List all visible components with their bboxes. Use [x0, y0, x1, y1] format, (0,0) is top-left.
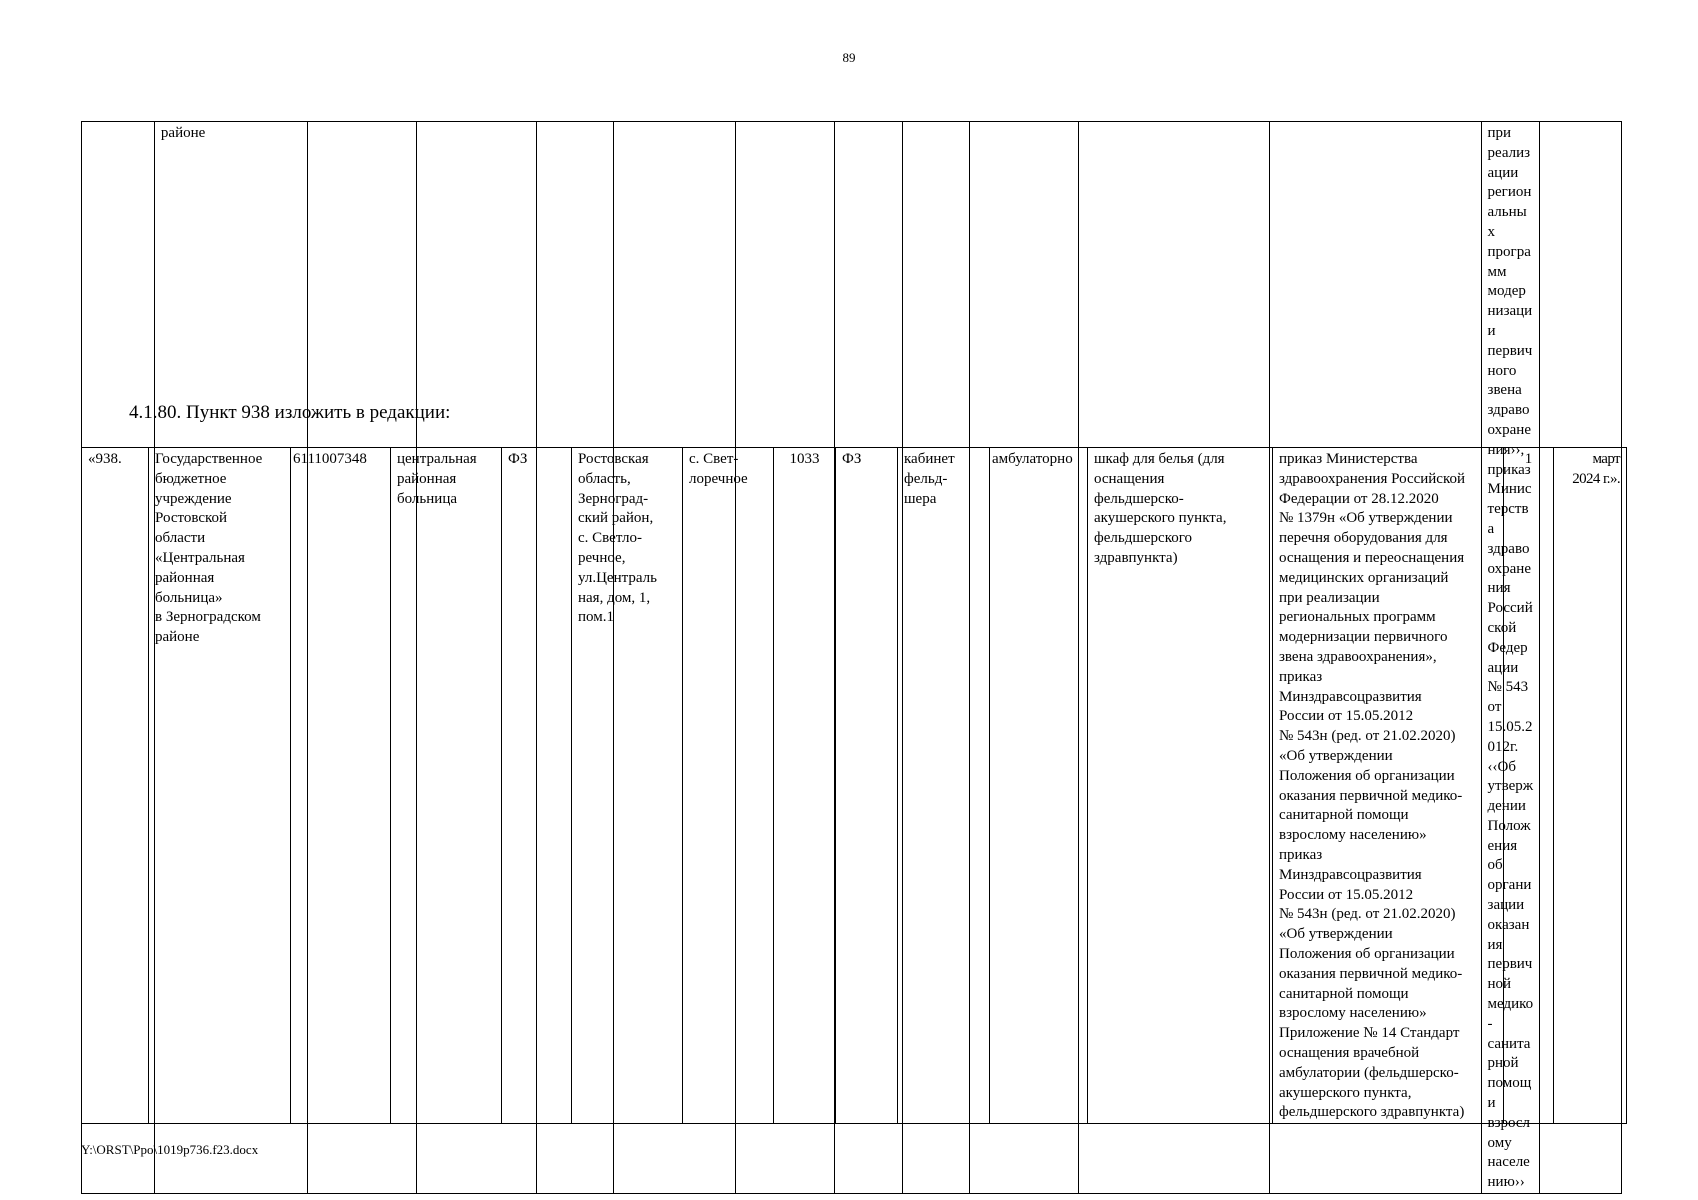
table-cell: ФЗ	[836, 448, 898, 1124]
table-cell: шкаф для белья (для оснащения фельдшерско- акушерского пункта, фельдшерского здравпункта)	[1088, 448, 1273, 1124]
table-cell: приказ Министерства здравоохранения Российской Федерации от 28.12.2020 № 1379н «Об утверждении перечня оборудования для оснащения и переоснащения медицинских организаций при реализации региональных программ модернизации первичного звена здравоохранения», приказ Минздравсоцразвития России от 15.05.2012 № 543н (ред. от 21.02.2020) «Об утверждении Положения об организации оказания первичной медико- санитарной помощи взрослому населению» приказ Минздравсоцразвития России от 15.05.2012 № 543н (ред. от 21.02.2020) «Об утверждении Положения об организации оказания первичной медико- санитарной помощи взрослому населению» Приложение № 14 Стандарт оснащения врачебной амбулатории (фельдшерско- акушерского пункта, фельдшерского здравпункта)	[1273, 448, 1504, 1124]
section-heading: 4.1.80. Пункт 938 изложить в редакции:	[129, 402, 451, 423]
page-number: 89	[842, 50, 856, 65]
table-cell: 6111007348	[291, 448, 391, 1124]
item-938-table	[81, 447, 1627, 1124]
file-path: Y:\ORST\Ppo\1019p736.f23.docx	[81, 1142, 259, 1157]
table-cell: «938.	[82, 448, 149, 1124]
table-cell: ФЗ	[502, 448, 572, 1124]
table-cell: 1	[1504, 448, 1554, 1124]
table-cell: Государственное бюджетное учреждение Ростовской области «Центральная районная больница» в Зерноградском районе	[149, 448, 291, 1124]
table-cell: при реализации региональных программ модернизации первичного звена здравоохранения››, приказ Министерства здравоохранения Российской Федерации № 543 от 15.05.2012г. ‹‹Об утверждении Положения об организации оказания первичной медико- санитарной помощи взрослому населению››	[1481, 122, 1540, 1194]
table-cell: центральная районная больница	[391, 448, 502, 1124]
table-cell: с. Свет- лоречное	[683, 448, 774, 1124]
table-row	[82, 448, 1627, 1124]
table-cell: 1033	[774, 448, 836, 1124]
table-cell: Ростовская область, Зерноград- ский район, с. Светло- речное, ул.Централь ная, дом, 1, пом.1	[572, 448, 683, 1124]
table-cell: районе	[154, 122, 307, 1194]
table-cell: март 2024 г.».	[1554, 448, 1627, 1124]
table-cell: кабинет фельд- шера	[898, 448, 990, 1124]
table-cell: амбулаторно	[990, 448, 1088, 1124]
